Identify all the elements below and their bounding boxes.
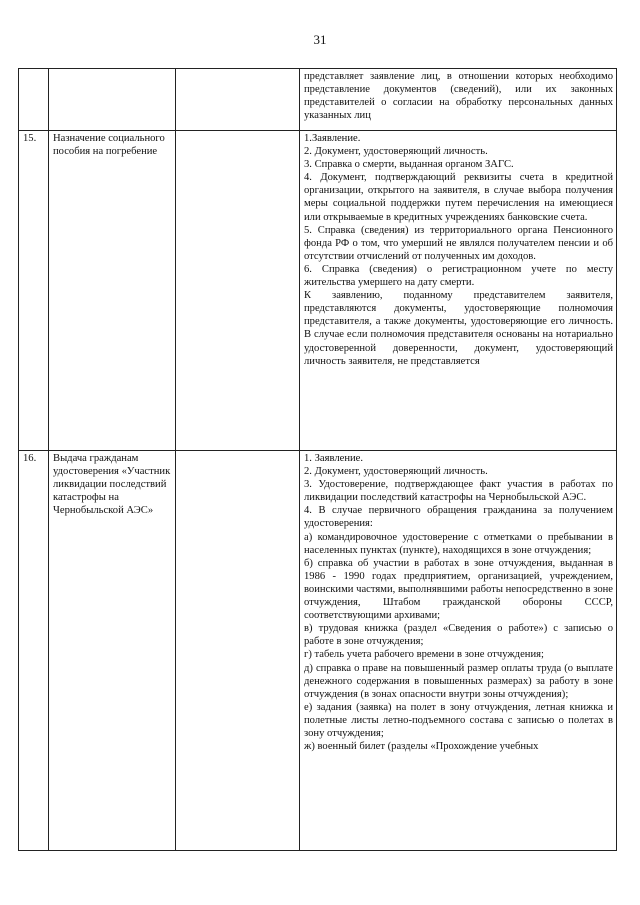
document-item: 2. Документ, удостоверяющий личность.	[304, 146, 488, 158]
document-item: 1.Заявление.	[304, 133, 361, 144]
document-item: д) справка о праве на повышенный размер оплаты труда (о выплате денежного содержания в повышенных размерах) за работу в зоне отчуждения (в зонах опасности внутри зоны отчуждения);	[304, 662, 613, 700]
document-item: б) справка об участии в работах в зоне отчуждения, выданная в 1986 - 1990 годах предприятием, организацией, учреждением, воинскими частями, выполнявшими работы непосредственно в зоне отчуждения, Штабом гражданской обороны СССР, соответствующими архивами;	[304, 557, 613, 622]
middle-cell	[176, 451, 300, 851]
service-name: Назначение социального пособия на погребение	[49, 131, 176, 451]
document-item: ж) военный билет (разделы «Прохождение учебных	[304, 741, 539, 753]
documents-cell	[300, 451, 617, 851]
middle-cell	[176, 131, 300, 451]
document-item: 6. Справка (сведения) о регистрационном учете по месту жительства умершего на дату смерти.	[304, 263, 613, 289]
document-item: 2. Документ, удостоверяющий личность.	[304, 466, 488, 478]
document-item: 1. Заявление.	[304, 453, 364, 464]
document-item: г) табель учета рабочего времени в зоне отчуждения;	[304, 649, 544, 661]
page-number: 31	[313, 32, 327, 47]
table-row-16	[19, 451, 617, 851]
row-number-cell	[19, 69, 49, 131]
row-number: 15.	[19, 131, 49, 451]
document-item: 3. Справка о смерти, выданная органом ЗАГС.	[304, 159, 514, 171]
service-name: Выдача гражданам удостоверения «Участник ликвидации последствий катастрофы на Чернобыльской АЭС»	[49, 451, 176, 851]
service-name-cell	[49, 69, 176, 131]
documents-cell	[300, 69, 617, 131]
documents-cell	[300, 131, 617, 451]
document-item: 4. Документ, подтверждающий реквизиты счета в кредитной организации, открытого на заявителя, в случае выбора получения меры социальной поддержки путем перечисления на имеющиеся или открываемые в кредитных учреждениях банковские счета.	[304, 172, 613, 223]
document-item: 5. Справка (сведения) из территориального органа Пенсионного фонда РФ о том, что умерший не являлся получателем пенсии и об отсутствии отчислений от полученных им доходов.	[304, 224, 613, 262]
row-number: 16.	[19, 451, 49, 851]
document-item: в) трудовая книжка (раздел «Сведения о работе») с записью о работе в зоне отчуждения;	[304, 623, 613, 648]
document-item: 4. В случае первичного обращения гражданина за получением удостоверения:	[304, 505, 613, 530]
table-row-continuation	[19, 69, 617, 131]
continuation-text: представляет заявление лиц, в отношении которых необходимо представление документов (сведений), или их законных представителей о согласии на обработку персональных данных указанных лиц	[304, 71, 613, 122]
middle-cell	[176, 69, 300, 131]
services-table	[18, 68, 617, 851]
table-row-15	[19, 131, 617, 451]
document-item: е) задания (заявка) на полет в зону отчуждения, летная книжка и полетные листы летно-подъемного состава с записью о полетах в зону отчуждения;	[304, 701, 613, 739]
document-item: а) командировочное удостоверение с отметками о пребывании в населенных пунктах (пункте), находящихся в зоне отчуждения;	[304, 531, 613, 556]
representative-note: К заявлению, поданному представителем заявителя, представляются документы, удостоверяющие полномочия представителя, а также документы, удостоверяющие его личность. В случае если полномочия представителя основаны на нотариально удостоверенной доверенности, документ, удостоверяющий личность заявителя, не представляется	[304, 290, 613, 367]
document-item: 3. Удостоверение, подтверждающее факт участия в работах по ликвидации последствий катастрофы на Чернобыльской АЭС.	[304, 479, 613, 504]
